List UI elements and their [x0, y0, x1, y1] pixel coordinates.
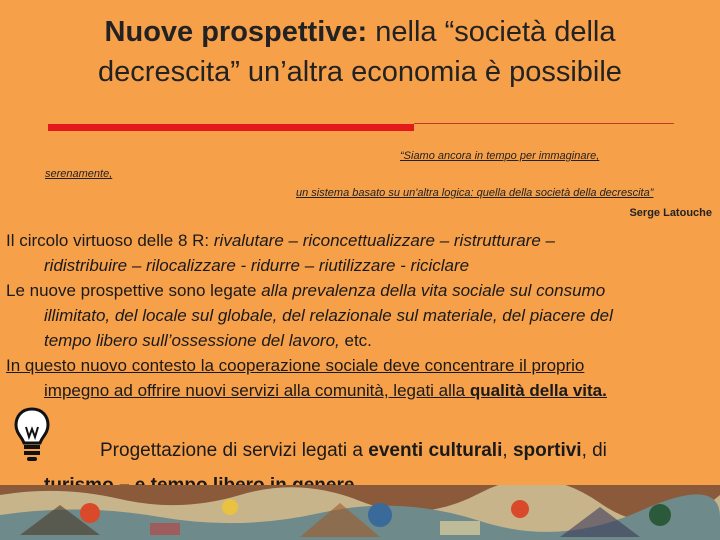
p4-a: Progettazione di servizi legati a	[100, 440, 369, 461]
quote-line-3: un sistema basato su un'altra logica: quella della società della decrescita”	[296, 187, 654, 199]
p4-b: eventi culturali	[368, 440, 503, 461]
title-rest: nella “società della	[367, 16, 616, 48]
title-rule-thin	[414, 123, 674, 124]
p1-terms-a: rivalutare – riconcettualizzare – ristrutturare –	[213, 231, 555, 250]
p1-terms-b: ridistribuire – rilocalizzare - ridurre – riutilizzare - riciclare	[44, 256, 470, 275]
quote-line-1: “Siamo ancora in tempo per immaginare,	[400, 150, 600, 162]
p2-line-d	[6, 328, 714, 353]
lightbulb-icon	[12, 405, 52, 467]
p4-e: , di	[581, 440, 607, 461]
quote-author: Serge Latouche	[629, 207, 712, 219]
title-bold: Nuove prospettive:	[104, 16, 368, 48]
p4-d: sportivi	[512, 440, 582, 461]
paragraph-prospettive	[6, 278, 714, 303]
body-text	[6, 228, 714, 403]
p2-b: alla prevalenza della vita sociale sul consumo	[261, 281, 606, 300]
p2-d: tempo libero sull’ossessione del lavoro,	[44, 331, 340, 350]
paragraph-8r	[6, 228, 714, 253]
p1-intro: Il circolo virtuoso delle 8 R:	[6, 231, 210, 250]
slide-title	[20, 12, 700, 92]
p3-a: In questo nuovo contesto la cooperazione sociale deve concentrare il proprio	[6, 356, 585, 375]
decorative-artwork-strip	[0, 485, 720, 540]
title-line2: decrescita” un’altra economia è possibile	[98, 56, 622, 88]
p3-b: impegno ad offrire nuovi servizi alla comunità, legati alla	[44, 381, 470, 400]
p4-c: ,	[502, 440, 513, 461]
p3-c: qualità della vita.	[469, 381, 607, 400]
title-rule-thick	[48, 124, 414, 131]
p2-c: illimitato, del locale sul globale, del relazionale sul materiale, del piacere del	[44, 306, 613, 325]
p3-line-b	[6, 378, 714, 403]
project-line	[100, 440, 607, 462]
p2-e: etc.	[339, 331, 372, 350]
p2-a: Le nuove prospettive sono legate	[6, 281, 262, 300]
quote-line-2: serenamente,	[45, 168, 113, 180]
